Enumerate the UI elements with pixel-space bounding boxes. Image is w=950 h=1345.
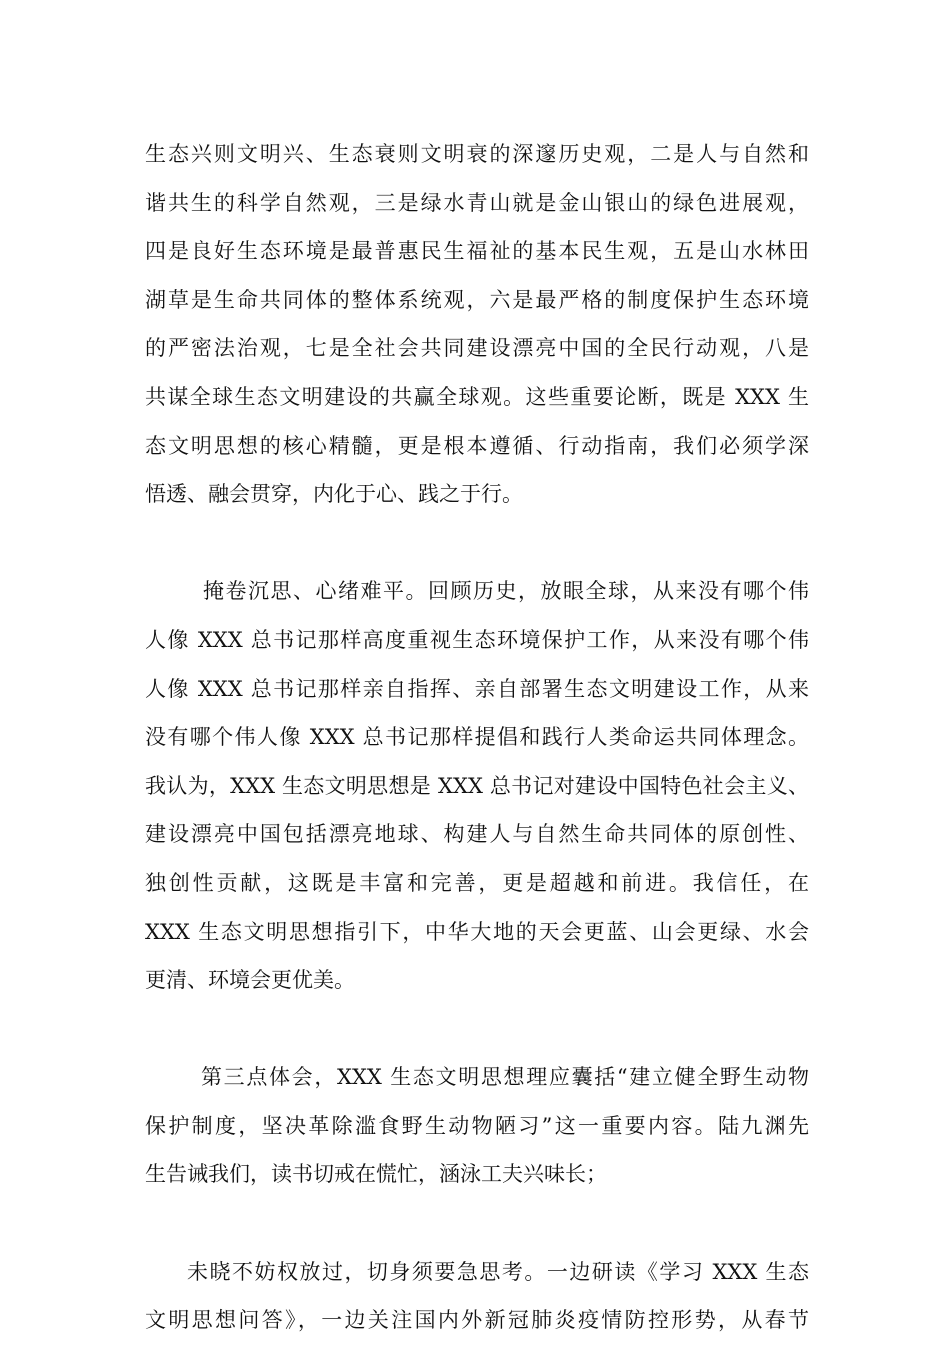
text-line: 生态兴则文明兴、生态衰则文明衰的深邃历史观，二是人与自然和 [145, 142, 809, 166]
text-line: 悟透、融会贯穿，内化于心、践之于行。 [145, 482, 523, 507]
text-line: 掩卷沉思、心绪难平。回顾历史，放眼全球，从来没有哪个伟 [203, 579, 809, 604]
text-line: 人像 XXX 总书记那样高度重视生态环境保护工作，从来没有哪个伟 [145, 627, 809, 652]
text-line: 独创性贡献，这既是丰富和完善，更是超越和前进。我信任，在 [145, 870, 809, 895]
paragraph-3 [145, 1053, 809, 1199]
paragraph-spacer [145, 1199, 809, 1248]
text-line: 更清、环境会更优美。 [145, 968, 355, 993]
text-line: 湖草是生命共同体的整体系统观，六是最严格的制度保护生态环境 [145, 287, 809, 312]
paragraph-2 [145, 567, 809, 1004]
paragraph-4 [145, 1248, 809, 1345]
text-line: 未晓不妨权放过，切身须要急思考。一边研读《学习 XXX 生态 [187, 1259, 809, 1284]
text-line: 谐共生的科学自然观，三是绿水青山就是金山银山的绿色进展观， [145, 190, 809, 215]
text-line: 没有哪个伟人像 XXX 总书记那样提倡和践行人类命运共同体理念。 [145, 725, 809, 750]
text-line: 共谋全球生态文明建设的共赢全球观。这些重要论断，既是 XXX 生 [145, 384, 809, 409]
text-line: 保护制度，坚决革除滥食野生动物陋习”这一重要内容。陆九渊先 [145, 1113, 809, 1138]
text-line: 我认为，XXX 生态文明思想是 XXX 总书记对建设中国特色社会主义、 [145, 773, 809, 798]
text-line: 四是良好生态环境是最普惠民生福祉的基本民生观，五是山水林田 [145, 239, 809, 264]
text-line: 第三点体会，XXX 生态文明思想理应囊括“建立健全野生动物 [201, 1065, 809, 1090]
text-line: 生告诫我们，读书切戒在慌忙，涵泳工夫兴味长； [145, 1162, 607, 1187]
paragraph-spacer [145, 519, 809, 568]
text-line: XXX 生态文明思想指引下，中华大地的天会更蓝、山会更绿、水会 [145, 919, 809, 944]
text-line: 态文明思想的核心精髓，更是根本遵循、行动指南，我们必须学深 [145, 433, 809, 458]
paragraph-spacer [145, 1005, 809, 1054]
text-line: 建设漂亮中国包括漂亮地球、构建人与自然生命共同体的原创性、 [145, 822, 809, 847]
text-line: 文明思想问答》，一边关注国内外新冠肺炎疫情防控形势，从春节 [145, 1308, 809, 1333]
document-body [145, 130, 809, 1345]
text-line: 人像 XXX 总书记那样亲自指挥、亲自部署生态文明建设工作，从来 [145, 676, 809, 701]
text-line: 的严密法治观，七是全社会共同建设漂亮中国的全民行动观，八是 [145, 336, 809, 361]
paragraph-1 [145, 130, 809, 519]
